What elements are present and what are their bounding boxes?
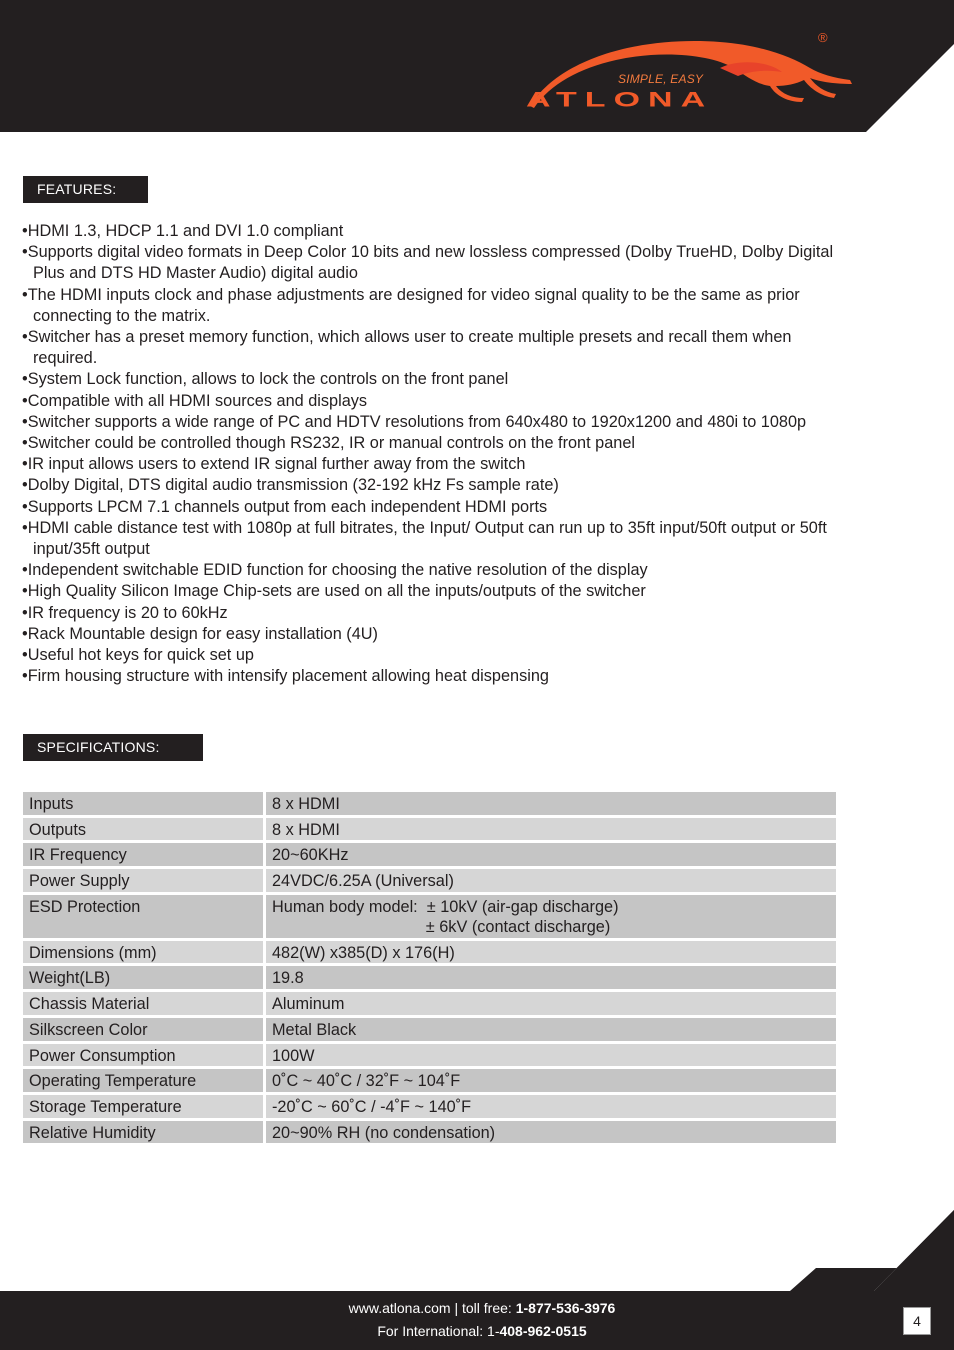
list-item: • HDMI cable distance test with 1080p at full bitrates, the Input/ Output can run up to 35ft input/50ft output or 50ft input/35ft output xyxy=(22,518,842,560)
table-row xyxy=(23,992,836,1015)
website-link[interactable]: www.atlona.com xyxy=(348,1300,451,1316)
list-item: • Switcher has a preset memory function, which allows user to create multiple presets and recall them when required. xyxy=(22,327,842,369)
table-row xyxy=(23,843,836,866)
spec-value: Human body model: ± 10kV (air-gap discharge) ± 6kV (contact discharge) xyxy=(266,895,836,938)
list-item: • Switcher supports a wide range of PC and HDTV resolutions from 640x480 to 1920x1200 and 480i to 1080p xyxy=(22,412,842,433)
spec-value: Aluminum xyxy=(266,992,836,1015)
registered-mark: ® xyxy=(818,30,828,45)
footer-international-line xyxy=(0,1323,954,1339)
spec-value: 8 x HDMI xyxy=(266,818,836,841)
specifications-heading: SPECIFICATIONS: xyxy=(23,734,203,761)
list-item: • The HDMI inputs clock and phase adjustments are designed for video signal quality to be the same as prior connecting to the matrix. xyxy=(22,285,842,327)
spec-label: IR Frequency xyxy=(23,843,266,866)
spec-value: 100W xyxy=(266,1044,836,1067)
list-item: • Rack Mountable design for easy installation (4U) xyxy=(22,624,842,645)
table-row xyxy=(23,895,836,938)
spec-label: Dimensions (mm) xyxy=(23,941,266,964)
table-row xyxy=(23,941,836,964)
spec-value: 482(W) x385(D) x 176(H) xyxy=(266,941,836,964)
list-item: • IR input allows users to extend IR signal further away from the switch xyxy=(22,454,842,475)
list-item: • Supports LPCM 7.1 channels output from each independent HDMI ports xyxy=(22,497,842,518)
spec-value: 0˚C ~ 40˚C / 32˚F ~ 104˚F xyxy=(266,1069,836,1092)
toll-free-number: 1-877-536-3976 xyxy=(515,1300,616,1316)
list-item: • System Lock function, allows to lock the controls on the front panel xyxy=(22,369,842,390)
spec-label: Operating Temperature xyxy=(23,1069,266,1092)
list-item: • Switcher could be controlled though RS232, IR or manual controls on the front panel xyxy=(22,433,842,454)
list-item: • Compatible with all HDMI sources and displays xyxy=(22,391,842,412)
spec-value: Metal Black xyxy=(266,1018,836,1041)
page-number: 4 xyxy=(903,1307,931,1335)
features-heading: FEATURES: xyxy=(23,176,148,203)
features-list xyxy=(22,221,842,687)
list-item: • Dolby Digital, DTS digital audio transmission (32-192 kHz Fs sample rate) xyxy=(22,475,842,496)
spec-label: Power Supply xyxy=(23,869,266,892)
footer-contact-line xyxy=(0,1300,954,1316)
spec-label: Power Consumption xyxy=(23,1044,266,1067)
table-row xyxy=(23,966,836,989)
table-row xyxy=(23,1121,836,1144)
spec-value: 20~60KHz xyxy=(266,843,836,866)
spec-value: 24VDC/6.25A (Universal) xyxy=(266,869,836,892)
table-row xyxy=(23,818,836,841)
toll-free-label: | toll free: xyxy=(450,1300,516,1316)
table-row xyxy=(23,1095,836,1118)
table-row xyxy=(23,792,836,815)
list-item: • Independent switchable EDID function for choosing the native resolution of the display xyxy=(22,560,842,581)
list-item: • Supports digital video formats in Deep Color 10 bits and new lossless compressed (Dolby TrueHD, Dolby Digital Plus and DTS HD Master Audio) digital audio xyxy=(22,242,842,284)
international-label: For International: 1- xyxy=(377,1323,500,1339)
spec-value: 20~90% RH (no condensation) xyxy=(266,1121,836,1144)
spec-label: Chassis Material xyxy=(23,992,266,1015)
table-row xyxy=(23,1018,836,1041)
spec-label: Silkscreen Color xyxy=(23,1018,266,1041)
logo-tagline: SIMPLE, EASY xyxy=(618,72,704,86)
spec-label: Relative Humidity xyxy=(23,1121,266,1144)
brand-name: ATLONA xyxy=(526,88,714,112)
table-row xyxy=(23,1044,836,1067)
spec-label: Weight(LB) xyxy=(23,966,266,989)
list-item: • IR frequency is 20 to 60kHz xyxy=(22,603,842,624)
list-item: • HDMI 1.3, HDCP 1.1 and DVI 1.0 compliant xyxy=(22,221,842,242)
spec-label: ESD Protection xyxy=(23,895,266,938)
table-row xyxy=(23,869,836,892)
spec-label: Storage Temperature xyxy=(23,1095,266,1118)
international-number: 408-962-0515 xyxy=(499,1323,587,1339)
list-item: • High Quality Silicon Image Chip-sets are used on all the inputs/outputs of the switcher xyxy=(22,581,842,602)
list-item: • Useful hot keys for quick set up xyxy=(22,645,842,666)
spec-label: Inputs xyxy=(23,792,266,815)
spec-label: Outputs xyxy=(23,818,266,841)
specifications-table xyxy=(23,789,836,1146)
spec-value: -20˚C ~ 60˚C / -4˚F ~ 140˚F xyxy=(266,1095,836,1118)
spec-value: 8 x HDMI xyxy=(266,792,836,815)
spec-value: 19.8 xyxy=(266,966,836,989)
list-item: • Firm housing structure with intensify placement allowing heat dispensing xyxy=(22,666,842,687)
table-row xyxy=(23,1069,836,1092)
